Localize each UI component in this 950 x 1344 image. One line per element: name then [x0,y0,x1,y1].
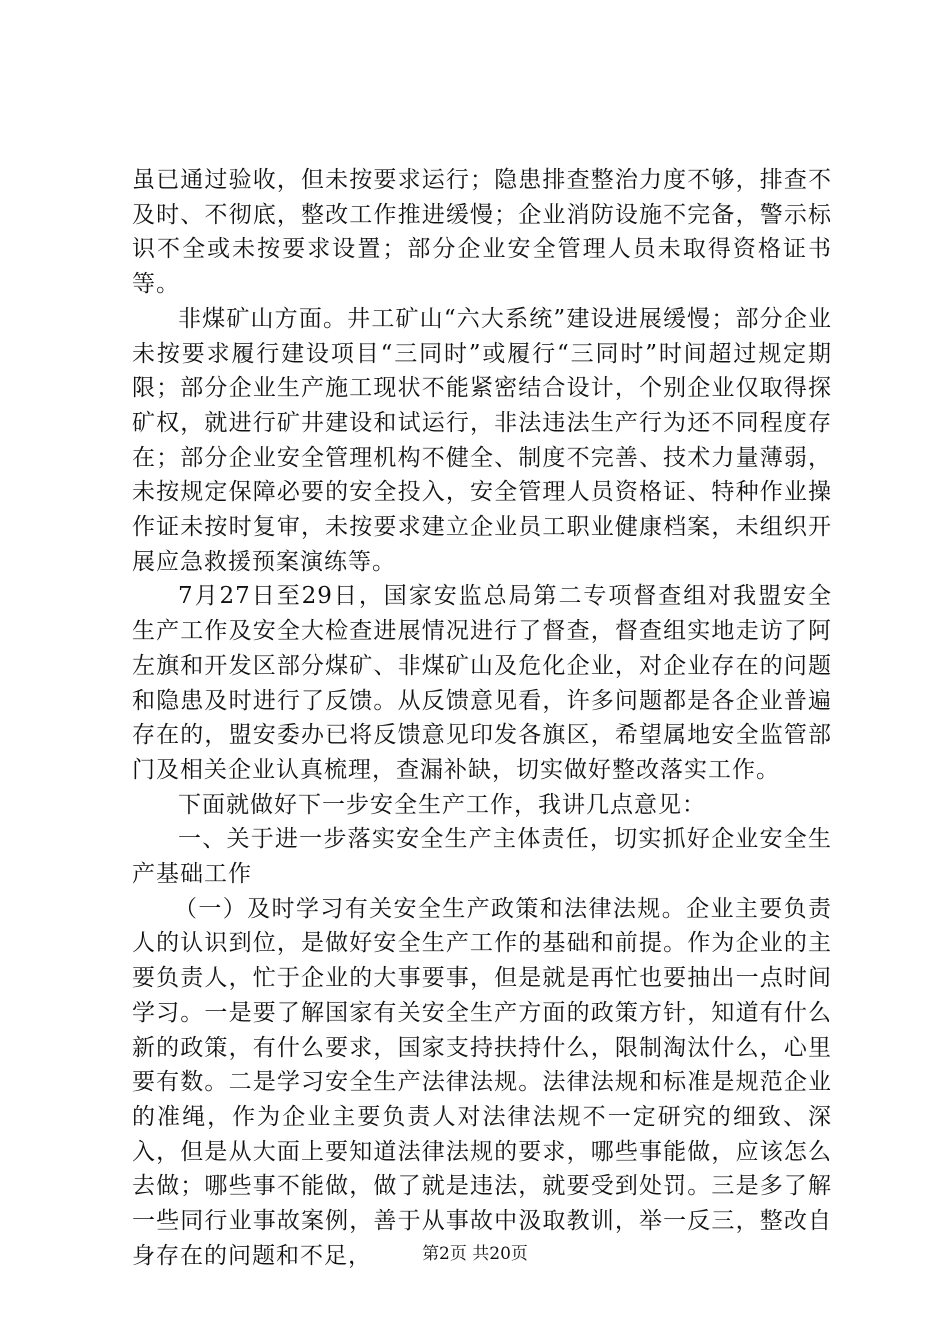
paragraph-inspection-feedback: 7月27日至29日，国家安监总局第二专项督查组对我盟安全生产工作及安全大检查进展情况进行了督查，督查组实地走访了阿左旗和开发区部分煤矿、非煤矿山及危化企业，对企业存在的问题和隐患及时进行了反馈。从反馈意见看，许多问题都是各企业普遍存在的，盟安委办已将反馈意见印发各旗区，希望属地安全监管部门及相关企业认真梳理，查漏补缺，切实做好整改落实工作。 [132,583,832,783]
section-heading-1: 一、关于进一步落实安全生产主体责任，切实抓好企业安全生产基础工作 [132,826,832,888]
paragraph-opinions-intro: 下面就做好下一步安全生产工作，我讲几点意见： [178,791,706,818]
page-number-footer: 第2页 共20页 [422,1244,528,1264]
paragraph-subsection-1: （一）及时学习有关安全生产政策和法律法规。企业主要负责人的认识到位，是做好安全生产工作的基础和前提。作为企业的主要负责人，忙于企业的大事要事，但是就是再忙也要抽出一点时间学习。一是要了解国家有关安全生产方面的政策方针，知道有什么新的政策，有什么要求，国家支持扶持什么，限制淘汰什么，心里要有数。二是学习安全生产法律法规。法律法规和标准是规范企业的准绳，作为企业主要负责人对法律法规不一定研究的细致、深入，但是从大面上要知道法律法规的要求，哪些事能做，应该怎么去做；哪些事不能做，做了就是违法，就要受到处罚。三是多了解一些同行业事故案例，善于从事故中汲取教训，举一反三，整改自身存在的问题和不足， [132,895,832,1269]
paragraph-continuation: 虽已通过验收，但未按要求运行；隐患排查整治力度不够，排查不及时、不彻底，整改工作推进缓慢；企业消防设施不完备，警示标识不全或未按要求设置；部分企业安全管理人员未取得资格证书等。 [132,167,832,298]
document-body [132,163,832,1274]
paragraph-non-coal-mines: 非煤矿山方面。井工矿山“六大系统”建设进展缓慢；部分企业未按要求履行建设项目“三同时”或履行“三同时”时间超过规定期限；部分企业生产施工现状不能紧密结合设计，个别企业仅取得探矿权，就进行矿井建设和试运行，非法违法生产行为还不同程度存在；部分企业安全管理机构不健全、制度不完善、技术力量薄弱，未按规定保障必要的安全投入，安全管理人员资格证、特种作业操作证未按时复审，未按要求建立企业员工职业健康档案，未组织开展应急救援预案演练等。 [132,305,832,575]
